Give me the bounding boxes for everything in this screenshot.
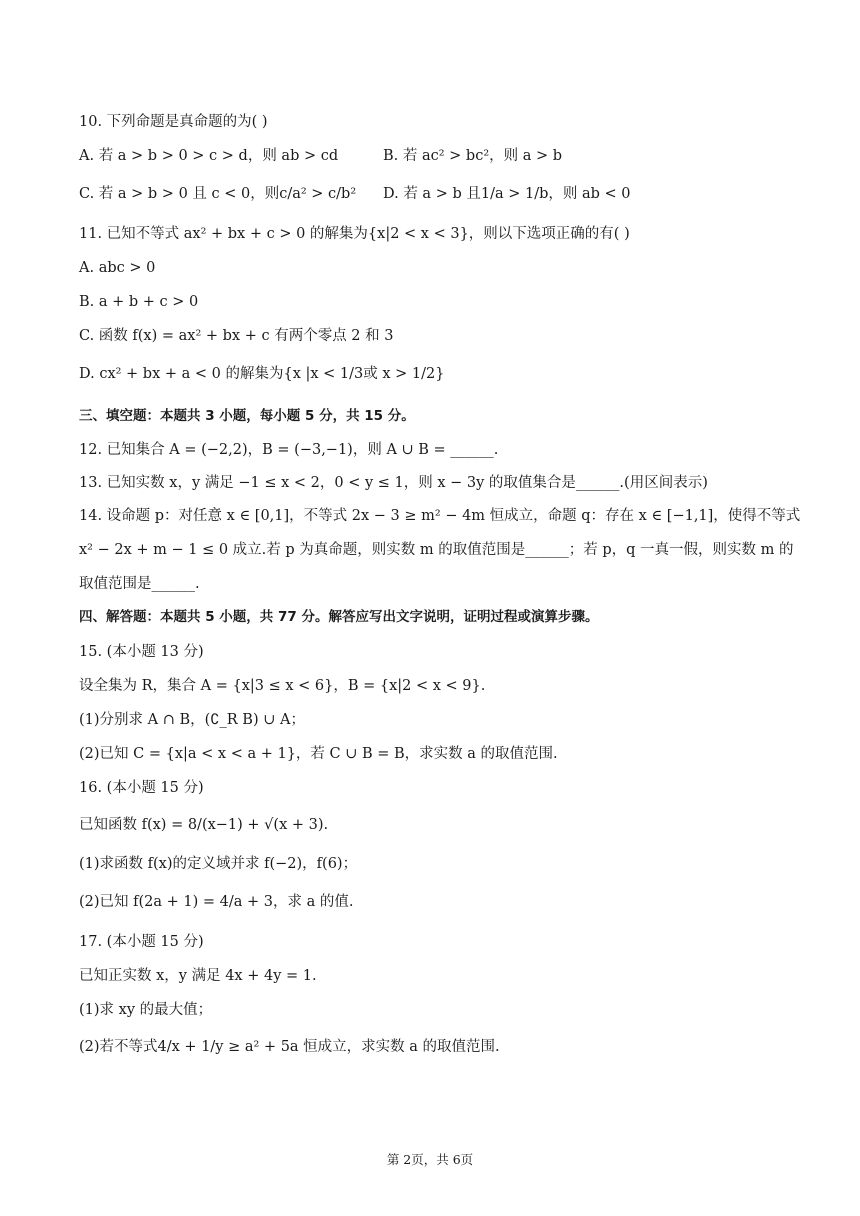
question-14-line-2: x² − 2x + m − 1 ≤ 0 成立.若 p 为真命题，则实数 m 的取值范围是______；若 p，q 一真一假，则实数 m 的 — [79, 542, 794, 558]
q11-option-a: A. abc > 0 — [79, 260, 156, 276]
section-fill-blank-heading: 三、填空题：本题共 3 小题，每小题 5 分，共 15 分。 — [79, 408, 415, 424]
question-15-part-1: (1)分别求 A ∩ B，(∁_R B) ∪ A； — [79, 712, 305, 728]
q11-option-d: D. cx² + bx + a < 0 的解集为{x |x < 1/3或 x > 1/2} — [79, 366, 445, 382]
question-10-stem: 10. 下列命题是真命题的为( ) — [79, 114, 268, 130]
question-16-stem: 已知函数 f(x) = 8/(x−1) + √(x + 3). — [79, 817, 329, 833]
q10-option-d: D. 若 a > b 且1/a > 1/b，则 ab < 0 — [383, 186, 631, 202]
q10-option-c: C. 若 a > b > 0 且 c < 0，则c/a² > c/b² — [79, 186, 357, 202]
question-11-stem: 11. 已知不等式 ax² + bx + c > 0 的解集为{x|2 < x < 3}，则以下选项正确的有( ) — [79, 226, 630, 242]
q10-option-a: A. 若 a > b > 0 > c > d，则 ab > cd — [79, 148, 339, 164]
question-13: 13. 已知实数 x，y 满足 −1 ≤ x < 2，0 < y ≤ 1，则 x − 3y 的取值集合是______.(用区间表示) — [79, 475, 708, 491]
question-15-part-2: (2)已知 C = {x|a < x < a + 1}，若 C ∪ B = B，求实数 a 的取值范围. — [79, 746, 558, 762]
question-16-part-1: (1)求函数 f(x)的定义域并求 f(−2)，f(6)； — [79, 856, 358, 872]
question-15-stem: 设全集为 R，集合 A = {x|3 ≤ x < 6}，B = {x|2 < x < 9}. — [79, 678, 486, 694]
section-answer-heading: 四、解答题：本题共 5 小题，共 77 分。解答应写出文字说明，证明过程或演算步骤。 — [79, 609, 599, 625]
question-17-part-1: (1)求 xy 的最大值； — [79, 1002, 213, 1018]
question-16-part-2: (2)已知 f(2a + 1) = 4/a + 3，求 a 的值. — [79, 894, 354, 910]
question-15-header: 15. (本小题 13 分) — [79, 644, 204, 660]
question-14-line-3: 取值范围是______. — [79, 576, 200, 592]
q10-option-b: B. 若 ac² > bc²，则 a > b — [383, 148, 563, 164]
q11-option-c: C. 函数 f(x) = ax² + bx + c 有两个零点 2 和 3 — [79, 328, 394, 344]
question-17-part-2: (2)若不等式4/x + 1/y ≥ a² + 5a 恒成立，求实数 a 的取值范围. — [79, 1039, 500, 1055]
page-number-footer: 第 2页，共 6页 — [386, 1152, 474, 1167]
question-14-line-1: 14. 设命题 p：对任意 x ∈ [0,1]，不等式 2x − 3 ≥ m² − 4m 恒成立，命题 q：存在 x ∈ [−1,1]，使得不等式 — [79, 508, 801, 524]
q11-option-b: B. a + b + c > 0 — [79, 294, 199, 310]
question-12: 12. 已知集合 A = (−2,2)，B = (−3,−1)，则 A ∪ B = ______. — [79, 442, 499, 458]
question-16-header: 16. (本小题 15 分) — [79, 780, 204, 796]
question-17-stem: 已知正实数 x，y 满足 4x + 4y = 1. — [79, 968, 317, 984]
question-17-header: 17. (本小题 15 分) — [79, 934, 204, 950]
